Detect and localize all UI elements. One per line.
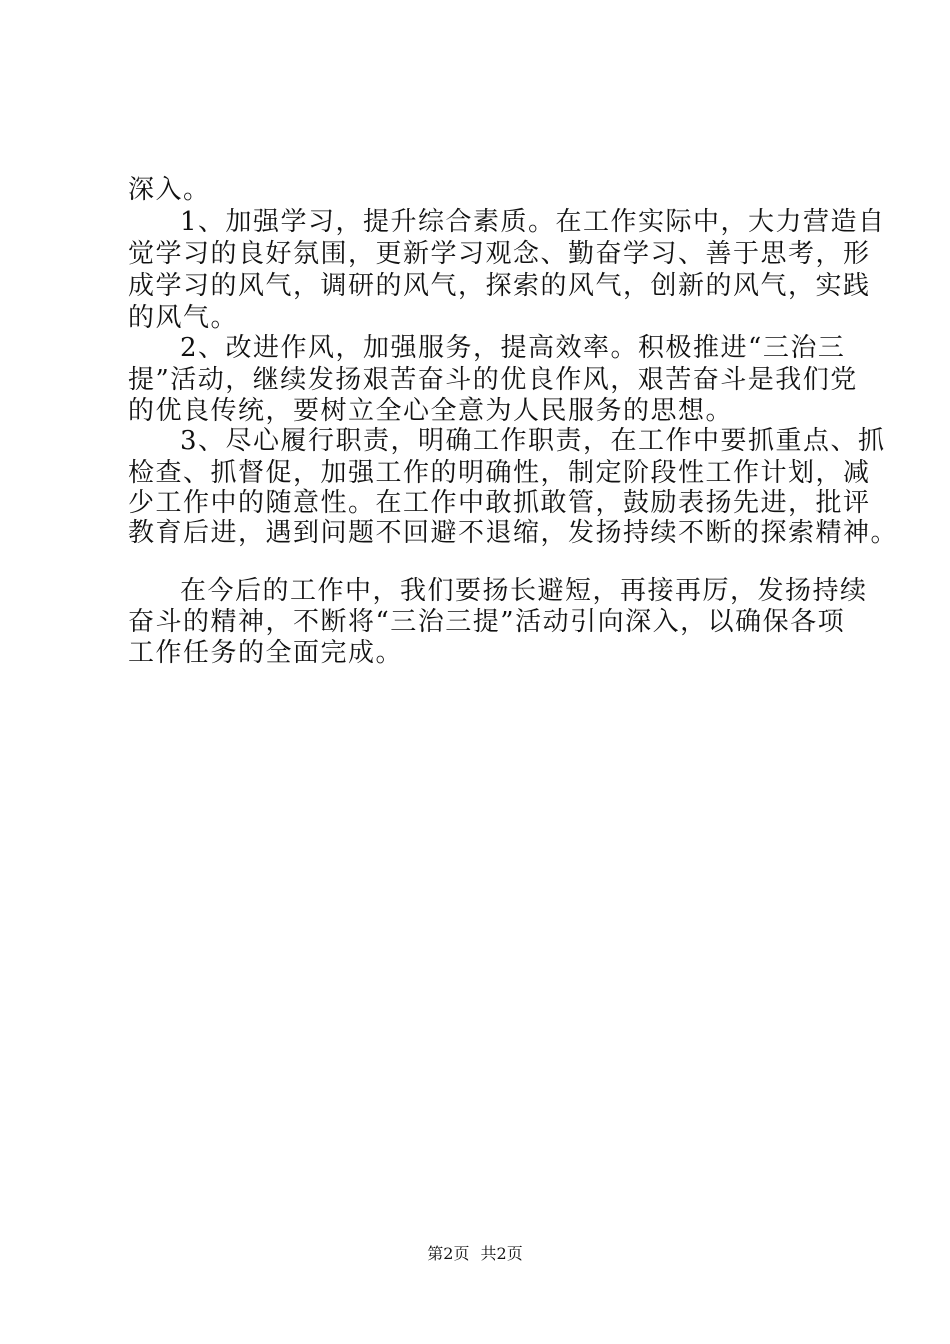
paragraph-line: 提”活动，继续发扬艰苦奋斗的优良作风，艰苦奋斗是我们党 <box>128 365 858 395</box>
page-number-current: 第2页 <box>427 1244 470 1263</box>
page-footer <box>0 1244 950 1264</box>
paragraph-line: 工作任务的全面完成。 <box>128 638 404 668</box>
paragraph-line: 在今后的工作中，我们要扬长避短，再接再厉，发扬持续 <box>180 576 868 606</box>
paragraph-line: 3、尽心履行职责，明确工作职责，在工作中要抓重点、抓 <box>180 426 886 456</box>
paragraph-line: 深入。 <box>128 175 211 205</box>
paragraph-line: 奋斗的精神，不断将“三治三提”活动引向深入，以确保各项 <box>128 607 846 637</box>
paragraph-line: 1、加强学习，提升综合素质。在工作实际中，大力营造自 <box>180 207 886 237</box>
paragraph-line: 觉学习的良好氛围，更新学习观念、勤奋学习、善于思考，形 <box>128 239 871 269</box>
paragraph-line: 检查、抓督促，加强工作的明确性，制定阶段性工作计划，减 <box>128 458 871 488</box>
page-number-total: 共2页 <box>480 1244 523 1263</box>
paragraph-line: 成学习的风气，调研的风气，探索的风气，创新的风气，实践 <box>128 271 871 301</box>
paragraph-line: 的优良传统，要树立全心全意为人民服务的思想。 <box>128 396 734 426</box>
paragraph-line: 少工作中的随意性。在工作中敢抓敢管，鼓励表扬先进，批评 <box>128 488 871 518</box>
paragraph-line: 教育后进，遇到问题不回避不退缩，发扬持续不断的探索精神。 <box>128 518 899 548</box>
paragraph-line: 的风气。 <box>128 303 239 333</box>
paragraph-line: 2、改进作风，加强服务，提高效率。积极推进“三治三 <box>180 333 846 363</box>
